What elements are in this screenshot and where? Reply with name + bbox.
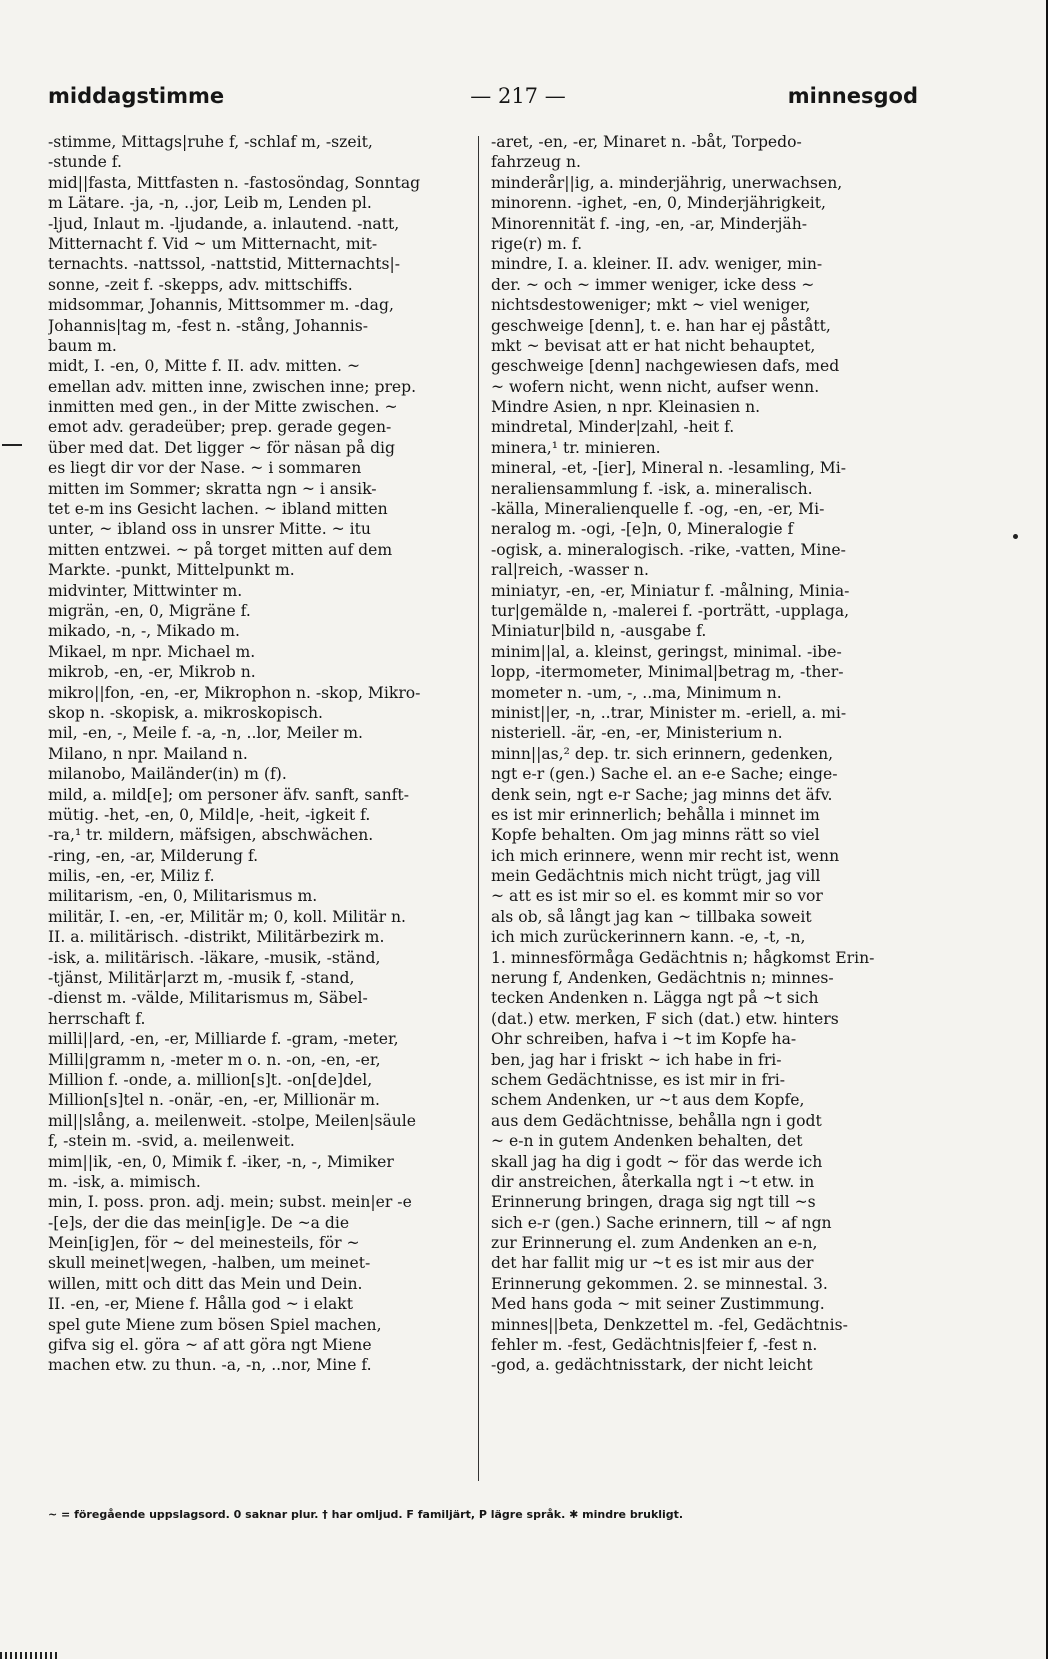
entry-line: zur Erinnerung el. zum Andenken an e-n, [491, 1234, 818, 1253]
entry-line: -[e]s, der die das mein[ig]e. De ~a die [48, 1213, 350, 1232]
entry-line: -tjänst, Militär|arzt m, -musik f, -stand, [48, 969, 355, 988]
entry-line: geschweige [denn] nachgewiesen dafs, med [491, 357, 840, 376]
entry-line: skull meinet|wegen, -halben, um meinet- [48, 1254, 371, 1273]
entry-line: -ogisk, a. mineralogisch. -rike, -vatten, Mine- [491, 540, 846, 559]
entry-line: -god, a. gedächtnisstark, der nicht leicht [491, 1356, 813, 1375]
entry-line: ternachts. -nattssol, -nattstid, Mitternachts|- [48, 255, 401, 274]
entry-line: ~ e-n in gutem Andenken behalten, det [491, 1132, 803, 1151]
entry-line: gifva sig el. göra ~ af att göra ngt Miene [48, 1336, 372, 1355]
entry-line: fehler m. -fest, Gedächtnis|feier f, -fest n. [491, 1336, 818, 1355]
entry-line: machen etw. zu thun. -a, -n, ..nor, Mine f. [48, 1356, 372, 1375]
entry-line: tur|gemälde n, -malerei f. -porträtt, -upplaga, [491, 601, 850, 620]
column-divider [478, 136, 479, 1481]
entry-line: herrschaft f. [48, 1009, 146, 1028]
entry-line: Mitternacht f. Vid ~ um Mitternacht, mit- [48, 234, 378, 253]
entry-line: -isk, a. militärisch. -läkare, -musik, -ständ, [48, 948, 381, 967]
entry-line: min, I. poss. pron. adj. mein; subst. mein|er -e [48, 1193, 412, 1212]
entry-line: ~ wofern nicht, wenn nicht, aufser wenn. [491, 377, 820, 396]
entry-line: sich e-r (gen.) Sache erinnern, till ~ af ngn [491, 1213, 832, 1232]
entry-line: minderår||ig, a. minderjährig, unerwachsen, [491, 173, 843, 192]
entry-line: det har fallit mig ur ~t es ist mir aus der [491, 1254, 814, 1273]
entry-line: Erinnerung bringen, draga sig ngt till ~s [491, 1193, 816, 1212]
entry-line: II. -en, -er, Miene f. Hålla god ~ i elakt [48, 1295, 354, 1314]
entry-line: fahrzeug n. [491, 153, 581, 172]
entry-line: midvinter, Mittwinter m. [48, 581, 243, 600]
entry-line: mil||slång, a. meilenweit. -stolpe, Meilen|säule [48, 1111, 416, 1130]
entry-line: minorenn. -ighet, -en, 0, Minderjährigkeit, [491, 194, 827, 213]
entry-line: -källa, Mineralienquelle f. -og, -en, -er, Mi- [491, 500, 825, 519]
entry-line: mild, a. mild[e]; om personer äfv. sanft, sanft- [48, 785, 409, 804]
entry-line: lopp, -itermometer, Minimal|betrag m, -ther- [491, 663, 844, 682]
scan-artifact [0, 1652, 60, 1659]
entry-line: nichtsdestoweniger; mkt ~ viel weniger, [491, 296, 811, 315]
page-header [48, 84, 918, 118]
entry-line: willen, mitt och ditt das Mein und Dein. [48, 1274, 363, 1293]
entry-line: -ring, -en, -ar, Milderung f. [48, 846, 259, 865]
entry-line: mikado, -n, -, Mikado m. [48, 622, 240, 641]
entry-line: ich mich zurückerinnern kann. -e, -t, -n, [491, 928, 806, 947]
entry-line: minim||al, a. kleinst, geringst, minimal. -ibe- [491, 642, 842, 661]
entry-line: -stimme, Mittags|ruhe f, -schlaf m, -szeit, [48, 133, 373, 151]
entry-line: mikro||fon, -en, -er, Mikrophon n. -skop, Mikro- [48, 683, 421, 702]
entry-line: mindre, I. a. kleiner. II. adv. weniger, min- [491, 255, 823, 274]
entry-line: Mindre Asien, n npr. Kleinasien n. [491, 398, 761, 417]
entry-line: Mikael, m npr. Michael m. [48, 642, 256, 661]
right-column [491, 132, 919, 1376]
entry-line: Minorennität f. -ing, -en, -ar, Minderjäh- [491, 214, 808, 233]
entry-line: ral|reich, -wasser n. [491, 561, 649, 580]
entry-line: midsommar, Johannis, Mittsommer m. -dag, [48, 296, 394, 315]
entry-line: minnes||beta, Denkzettel m. -fel, Gedächtnis- [491, 1315, 848, 1334]
entry-line: miniatyr, -en, -er, Miniatur f. -målning, Minia- [491, 581, 850, 600]
entry-line: militär, I. -en, -er, Militär m; 0, koll. Militär n. [48, 907, 407, 926]
entry-line: aus dem Gedächtnisse, behålla ngn i godt [491, 1111, 822, 1130]
entry-line: Milano, n npr. Mailand n. [48, 744, 248, 763]
entry-line: schem Gedächtnisse, es ist mir in fri- [491, 1070, 785, 1089]
page-number: — 217 — [470, 84, 566, 108]
entry-line: mil, -en, -, Meile f. -a, -n, ..lor, Meiler m. [48, 724, 363, 743]
entry-line: -ra,¹ tr. mildern, mäfsigen, abschwächen. [48, 826, 374, 845]
entry-line: spel gute Miene zum bösen Spiel machen, [48, 1315, 382, 1334]
entry-line: baum m. [48, 336, 117, 355]
entry-line: mein Gedächtnis mich nicht trügt, jag vill [491, 867, 821, 886]
entry-line: (dat.) etw. merken, F sich (dat.) etw. hinters [491, 1009, 839, 1028]
entry-line: schem Andenken, ur ~t aus dem Kopfe, [491, 1091, 805, 1110]
entry-line: Miniatur|bild n, -ausgabe f. [491, 622, 707, 641]
header-first-headword: middagstimme [48, 84, 225, 108]
entry-line: dir anstreichen, återkalla ngt i ~t etw. in [491, 1172, 815, 1191]
entry-line: nerung f, Andenken, Gedächtnis n; minnes- [491, 969, 834, 988]
entry-line: neraliensammlung f. -isk, a. mineralisch. [491, 479, 813, 498]
entry-line: skop n. -skopisk, a. mikroskopisch. [48, 703, 323, 722]
entry-line: geschweige [denn], t. e. han har ej påstått, [491, 316, 831, 335]
entry-line: inmitten med gen., in der Mitte zwischen. ~ [48, 398, 398, 417]
entry-line: -ljud, Inlaut m. -ljudande, a. inlautend. -natt, [48, 214, 400, 233]
entry-line: mid||fasta, Mittfasten n. -fastosöndag, Sonntag [48, 173, 421, 192]
entry-line: minera,¹ tr. minieren. [491, 438, 661, 457]
entry-line: II. a. militärisch. -distrikt, Militärbezirk m. [48, 928, 385, 947]
entry-line: als ob, så långt jag kan ~ tillbaka soweit [491, 907, 812, 926]
entry-line: neralog m. -ogi, -[e]n, 0, Mineralogie f [491, 520, 794, 539]
entry-line: milanobo, Mailänder(in) m (f). [48, 765, 287, 784]
entry-line: mim||ik, -en, 0, Mimik f. -iker, -n, -, Mimiker [48, 1152, 394, 1171]
entry-line: emot adv. geradeüber; prep. gerade gegen- [48, 418, 392, 437]
entry-line: mitten im Sommer; skratta ngn ~ i ansik- [48, 479, 377, 498]
entry-line: milis, -en, -er, Miliz f. [48, 867, 215, 886]
entry-line: es ist mir erinnerlich; behålla i minnet im [491, 805, 820, 824]
entry-line: mindretal, Minder|zahl, -heit f. [491, 418, 735, 437]
entry-line: Million[s]tel n. -onär, -en, -er, Millionär m. [48, 1091, 380, 1110]
entry-line: -aret, -en, -er, Minaret n. -båt, Torpedo- [491, 133, 802, 151]
entry-line: es liegt dir vor der Nase. ~ i sommaren [48, 459, 362, 478]
entry-line: m. -isk, a. mimisch. [48, 1172, 201, 1191]
entry-line: migrän, -en, 0, Migräne f. [48, 601, 251, 620]
entry-line: -stunde f. [48, 153, 122, 172]
entry-line: Mein[ig]en, för ~ del meinesteils, för ~ [48, 1234, 360, 1253]
entry-line: über med dat. Det ligger ~ för näsan på dig [48, 438, 396, 457]
entry-line: mikrob, -en, -er, Mikrob n. [48, 663, 256, 682]
entry-line: Markte. -punkt, Mittelpunkt m. [48, 561, 295, 580]
entry-line: mkt ~ bevisat att er hat nicht behauptet, [491, 336, 816, 355]
entry-line: mineral, -et, -[ier], Mineral n. -lesamling, Mi- [491, 459, 846, 478]
entry-line: Med hans goda ~ mit seiner Zustimmung. [491, 1295, 825, 1314]
entry-line: mütig. -het, -en, 0, Mild|e, -heit, -igkeit f. [48, 805, 371, 824]
entry-line: mometer n. -um, -, ..ma, Minimum n. [491, 683, 782, 702]
entry-line: Johannis|tag m, -fest n. -stång, Johannis- [48, 316, 369, 335]
entry-line: Erinnerung gekommen. 2. se minnestal. 3. [491, 1274, 828, 1293]
entry-line: 1. minnesförmåga Gedächtnis n; hågkomst Erin- [491, 948, 875, 967]
entry-line: militarism, -en, 0, Militarismus m. [48, 887, 318, 906]
entry-line: mitten entzwei. ~ på torget mitten auf dem [48, 540, 393, 559]
left-column [48, 132, 476, 1376]
abbreviation-legend: ~ = föregående uppslagsord. 0 saknar plur. † har omljud. F familjärt, P lägre språk. ✱ mindre brukligt. [48, 1508, 684, 1521]
entry-line: ~ att es ist mir so el. es kommt mir so vor [491, 887, 823, 906]
margin-dot [1013, 534, 1018, 539]
entry-line: ben, jag har i friskt ~ ich habe in fri- [491, 1050, 782, 1069]
entry-line: minn||as,² dep. tr. sich erinnern, gedenken, [491, 744, 834, 763]
entry-line: emellan adv. mitten inne, zwischen inne; prep. [48, 377, 417, 396]
entry-line: Kopfe behalten. Om jag minns rätt so viel [491, 826, 820, 845]
entry-line: nisteriell. -är, -en, -er, Ministerium n. [491, 724, 783, 743]
entry-line: tecken Andenken n. Lägga ngt på ~t sich [491, 989, 819, 1008]
entry-line: ich mich erinnere, wenn mir recht ist, wenn [491, 846, 840, 865]
entry-line: Milli|gramm n, -meter m o. n. -on, -en, -er, [48, 1050, 381, 1069]
entry-line: minist||er, -n, ..trar, Minister m. -eriell, a. mi- [491, 703, 847, 722]
entry-line: unter, ~ ibland oss in unsrer Mitte. ~ itu [48, 520, 371, 539]
entry-line: denk sein, ngt e-r Sache; jag minns det äfv. [491, 785, 833, 804]
entry-line: m Lätare. -ja, -n, ..jor, Leib m, Lenden pl. [48, 194, 372, 213]
margin-mark [2, 444, 22, 446]
entry-line: der. ~ och ~ immer weniger, icke dess ~ [491, 275, 815, 294]
entry-line: sonne, -zeit f. -skepps, adv. mittschiffs. [48, 275, 353, 294]
entry-line: -dienst m. -välde, Militarismus m, Säbel- [48, 989, 368, 1008]
entry-line: Million f. -onde, a. million[s]t. -on[de]del, [48, 1070, 373, 1089]
entry-line: midt, I. -en, 0, Mitte f. II. adv. mitten. ~ [48, 357, 361, 376]
header-last-headword: minnesgod [787, 84, 918, 108]
entry-line: milli||ard, -en, -er, Milliarde f. -gram, -meter, [48, 1030, 399, 1049]
entry-line: skall jag ha dig i godt ~ för das werde ich [491, 1152, 823, 1171]
entry-line: ngt e-r (gen.) Sache el. an e-e Sache; einge- [491, 765, 838, 784]
entry-line: tet e-m ins Gesicht lachen. ~ ibland mitten [48, 500, 388, 519]
entry-line: Ohr schreiben, hafva i ~t im Kopfe ha- [491, 1030, 797, 1049]
entry-line: rige(r) m. f. [491, 234, 583, 253]
entry-line: f, -stein m. -svid, a. meilenweit. [48, 1132, 295, 1151]
